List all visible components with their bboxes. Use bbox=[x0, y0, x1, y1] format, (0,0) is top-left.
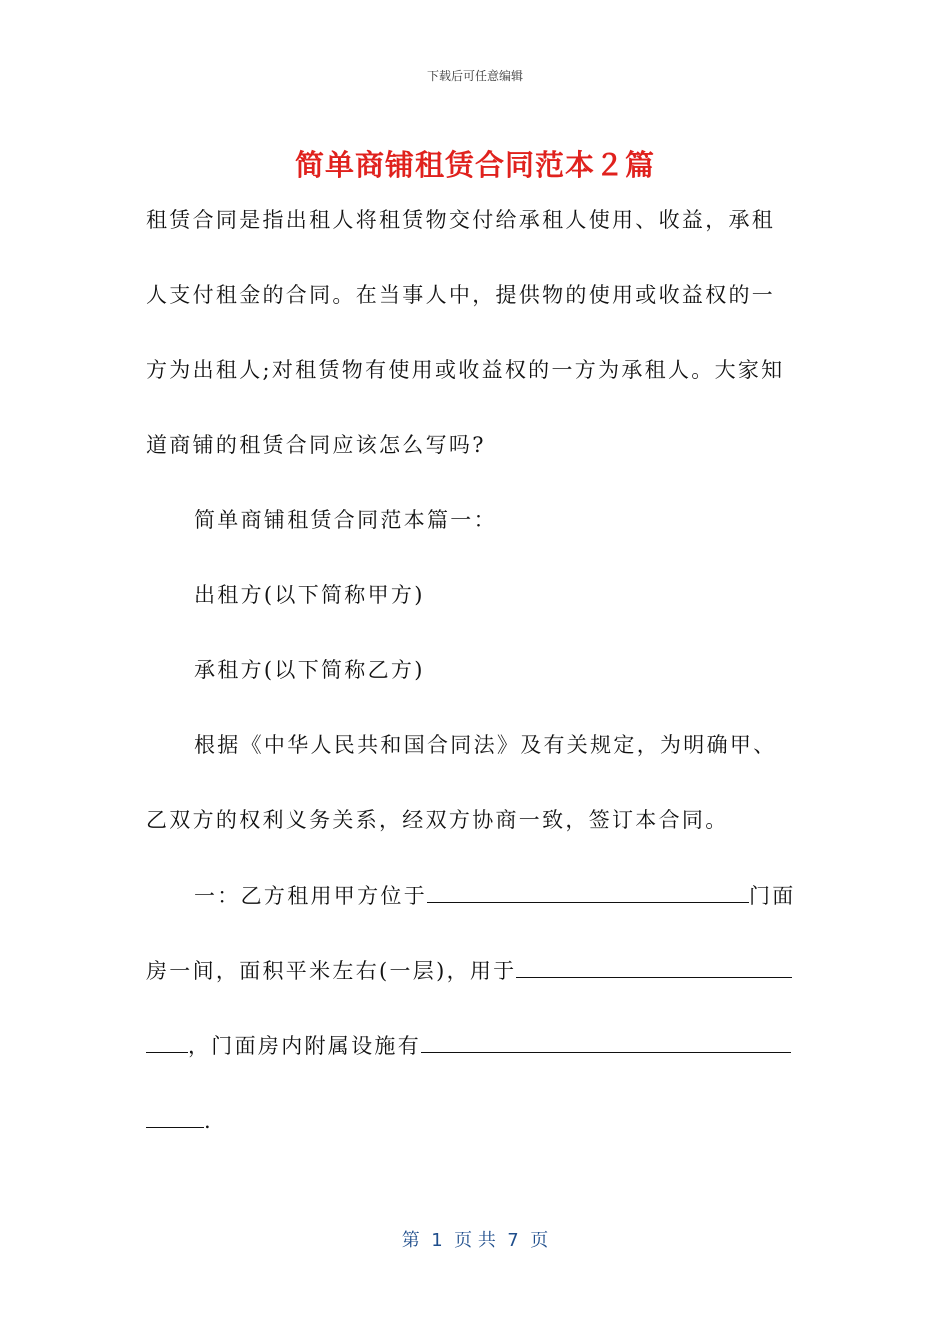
clause-one-text-e: . bbox=[204, 1109, 213, 1133]
usage-blank bbox=[516, 955, 792, 978]
basis-line-2: 乙双方的权利义务关系，经双方协商一致，签订本合同。 bbox=[146, 808, 729, 832]
clause-one-line-3 bbox=[146, 1030, 791, 1061]
clause-one-text-c: 房一间，面积平米左右(一层)，用于 bbox=[146, 959, 517, 983]
clause-one-line-2 bbox=[146, 955, 792, 986]
clause-one-line-4 bbox=[146, 1105, 213, 1136]
intro-line-3: 方为出租人;对租赁物有使用或收益权的一方为承租人。大家知 bbox=[146, 358, 785, 382]
party-b-line: 承租方(以下简称乙方) bbox=[194, 658, 425, 682]
page-footer: 第 1 页 共 7 页 bbox=[401, 1230, 549, 1251]
intro-line-2: 人支付租金的合同。在当事人中，提供物的使用或收益权的一 bbox=[146, 283, 776, 307]
party-a-line: 出租方(以下简称甲方) bbox=[194, 583, 425, 607]
intro-line-4: 道商铺的租赁合同应该怎么写吗? bbox=[146, 433, 486, 457]
clause-one-line-1 bbox=[194, 880, 796, 911]
clause-one-text-b: 门面 bbox=[749, 884, 796, 908]
basis-line-1: 根据《中华人民共和国合同法》及有关规定，为明确甲、 bbox=[194, 733, 777, 757]
facilities-blank-continued bbox=[146, 1105, 204, 1128]
intro-line-1: 租赁合同是指出租人将租赁物交付给承租人使用、收益，承租 bbox=[146, 208, 776, 232]
usage-blank-continued bbox=[146, 1030, 188, 1053]
header-note: 下载后可任意编辑 bbox=[426, 69, 523, 83]
document-title: 简单商铺租赁合同范本２篇 bbox=[294, 148, 655, 182]
facilities-blank bbox=[421, 1030, 791, 1053]
clause-one-text-a: 一：乙方租用甲方位于 bbox=[194, 884, 427, 908]
section-heading: 简单商铺租赁合同范本篇一： bbox=[194, 508, 497, 532]
clause-one-text-d: ，门面房内附属设施有 bbox=[188, 1034, 421, 1058]
location-blank bbox=[427, 880, 749, 903]
